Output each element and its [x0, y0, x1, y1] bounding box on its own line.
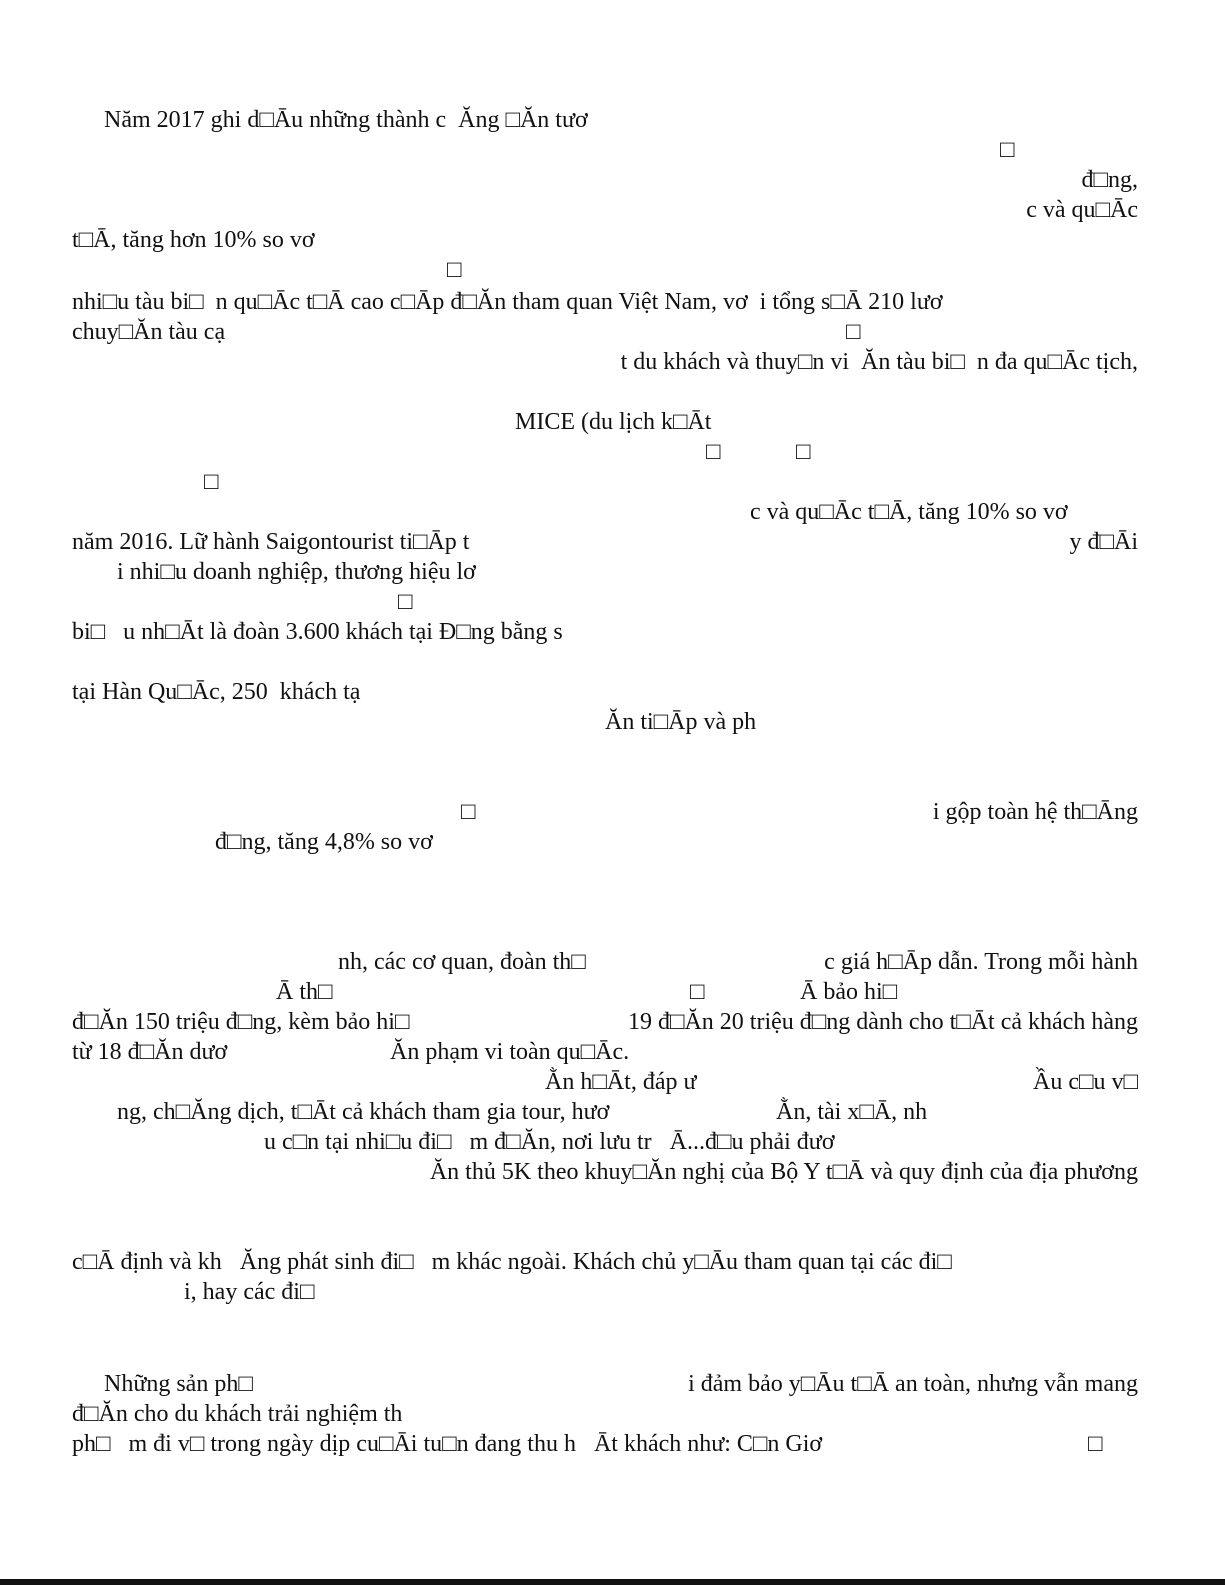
text-line: i gộp toàn hệ th□Āng: [932, 799, 1138, 825]
text-line: t du khách và thuy□n vi Ăn tàu bi□ n đa qu□Āc tịch,: [620, 349, 1138, 375]
text-line: Những sản ph□: [104, 1371, 253, 1397]
text-line: □: [461, 799, 476, 825]
text-line: □: [706, 439, 721, 465]
text-line: c□Ā định và kh Ăng phát sinh đi□ m khác ngoài. Khách chủ y□Āu tham quan tại các đi□: [72, 1249, 952, 1275]
text-line: c giá h□Āp dẫn. Trong mỗi hành: [824, 949, 1138, 975]
text-line: t□Ā, tăng hơn 10% so vơ: [72, 227, 315, 253]
text-line: i, hay các đi□: [184, 1279, 315, 1305]
text-line: năm 2016. Lữ hành Saigontourist ti□Āp t: [72, 529, 470, 555]
text-line: y đ□Āi: [1069, 529, 1138, 555]
text-line: c và qu□Āc t□Ā, tăng 10% so vơ: [750, 499, 1068, 525]
text-line: Ằn h□Āt, đáp ư: [545, 1069, 697, 1095]
text-line: bi□ u nh□Āt là đoàn 3.600 khách tại Đ□ng bằng s: [72, 619, 563, 645]
text-line: c và qu□Āc: [1026, 197, 1138, 223]
page-bottom-rule: [0, 1579, 1225, 1585]
text-line: ph□ m đi v□ trong ngày dịp cu□Āi tu□n đang thu h Āt khách như: C□n Giơ: [72, 1431, 823, 1457]
text-line: từ 18 đ□Ăn dươ: [72, 1039, 228, 1065]
text-line: đ□Ăn 150 triệu đ□ng, kèm bảo hi□: [72, 1009, 410, 1035]
text-line: Ăn phạm vi toàn qu□Āc.: [390, 1039, 630, 1065]
text-line: □: [690, 979, 705, 1005]
text-line: u c□n tại nhi□u đi□ m đ□Ăn, nơi lưu tr Ā...đ□u phải đươ: [264, 1129, 835, 1155]
text-line: □: [204, 469, 219, 495]
text-line: i nhi□u doanh nghiệp, thương hiệu lơ: [117, 559, 476, 585]
text-line: 19 đ□Ăn 20 triệu đ□ng dành cho t□Āt cả khách hàng: [627, 1009, 1138, 1035]
text-line: Ā bảo hi□: [800, 979, 898, 1005]
text-line: □: [398, 589, 413, 615]
text-line: □: [447, 257, 462, 283]
text-line: nh, các cơ quan, đoàn th□: [338, 949, 586, 975]
text-line: đ□ng,: [1081, 167, 1138, 193]
text-line: Ăn thủ 5K theo khuy□Ăn nghị của Bộ Y t□Ā và quy định của địa phương: [429, 1159, 1138, 1185]
text-line: Năm 2017 ghi d□Āu những thành c Ăng □Ăn tươ: [104, 107, 588, 133]
text-line: Ăn ti□Āp và ph: [605, 709, 757, 735]
text-line: đ□ng, tăng 4,8% so vơ: [215, 829, 433, 855]
text-line: i đảm bảo y□Āu t□Ā an toàn, nhưng vẫn mang: [688, 1371, 1138, 1397]
text-line: MICE (du lịch k□Āt: [515, 409, 712, 435]
text-line: tại Hàn Qu□Āc, 250 khách tạ: [72, 679, 361, 705]
text-line: □: [1000, 137, 1015, 163]
text-line: □: [846, 319, 861, 345]
text-line: ng, ch□Ăng dịch, t□Āt cả khách tham gia tour, hươ: [117, 1099, 610, 1125]
text-line: Ằn, tài x□Ā, nh: [776, 1099, 928, 1125]
text-line: nhi□u tàu bi□ n qu□Āc t□Ā cao c□Āp đ□Ăn tham quan Việt Nam, vơ i tổng s□Ā 210 lươ: [72, 289, 943, 315]
text-line: □: [796, 439, 811, 465]
text-line: □: [1088, 1431, 1103, 1457]
text-line: chuy□Ăn tàu cạ: [72, 319, 226, 345]
text-line: Ầu c□u v□: [1033, 1069, 1138, 1095]
text-line: đ□Ăn cho du khách trải nghiệm th: [72, 1401, 403, 1427]
text-line: Ā th□: [276, 979, 333, 1005]
